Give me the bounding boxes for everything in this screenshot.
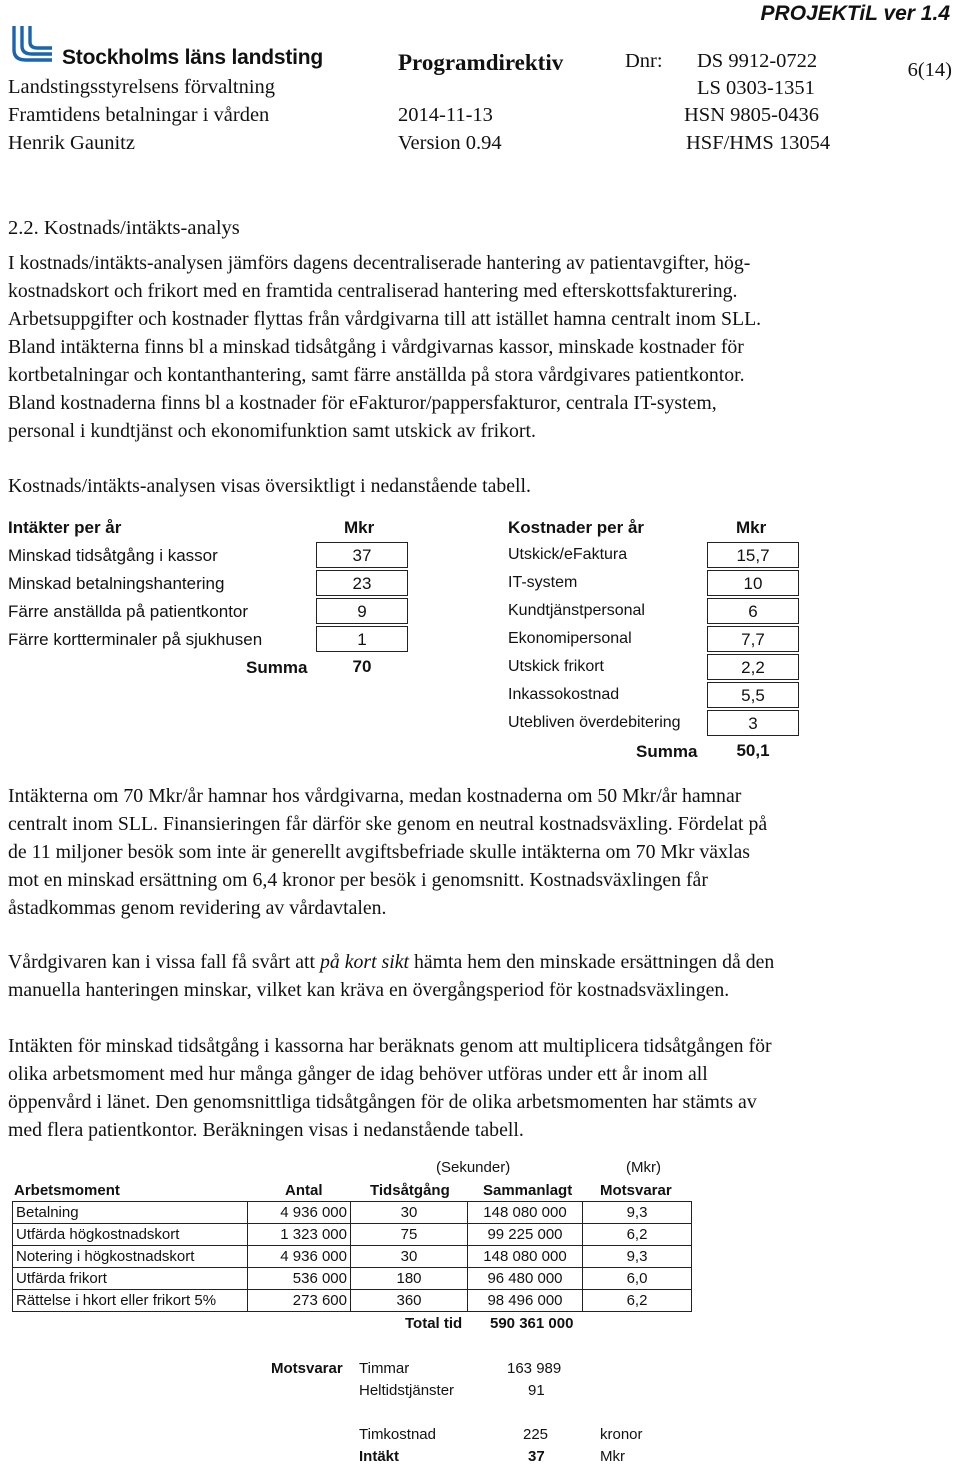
text-line: personal i kundtjänst och ekonomifunktion samt utskick av frikort. (8, 420, 536, 442)
cell: 6,2 (583, 1224, 692, 1246)
text-line: de 11 miljoner besök som inte är generellt avgiftsbefriade skulle intäkterna om 70 Mkr växlas (8, 841, 750, 863)
intakt-label: Intäkt (359, 1448, 400, 1465)
cost-row-label: Ekonomipersonal (508, 630, 632, 647)
text-line: med flera patientkontor. Beräkningen visas i nedanstående tabell. (8, 1119, 524, 1141)
timmar-value: 163 989 (507, 1360, 562, 1377)
cell: 75 (351, 1224, 468, 1246)
table-row (13, 1268, 692, 1290)
paragraph-calculation (8, 1032, 953, 1144)
cost-row-value: 7,7 (707, 626, 799, 652)
cell: 30 (351, 1246, 468, 1268)
total-value: 590 361 000 (490, 1315, 574, 1332)
cell: Utfärda frikort (13, 1268, 248, 1290)
cell: 1 323 000 (248, 1224, 351, 1246)
cell: 536 000 (248, 1268, 351, 1290)
cost-row-value: 3 (707, 710, 799, 736)
income-row-value: 1 (316, 626, 408, 652)
author: Henrik Gaunitz (8, 132, 135, 154)
col-header-sammanlagt: Sammanlagt (483, 1182, 573, 1199)
cell: Betalning (13, 1202, 248, 1224)
cost-row-label: IT-system (508, 574, 578, 591)
cell: 9,3 (583, 1246, 692, 1268)
cell: 98 496 000 (468, 1290, 583, 1312)
cell: 30 (351, 1202, 468, 1224)
text-line: olika arbetsmoment med hur många gånger de idag behöver utföras under ett år inom all (8, 1063, 708, 1085)
org-line-1: Landstingsstyrelsens förvaltning (8, 76, 276, 98)
doc-version: Version 0.94 (398, 132, 502, 154)
dnr-label: Dnr: (625, 50, 663, 72)
col-header-motsvarar: Motsvarar (600, 1182, 672, 1199)
cell: 360 (351, 1290, 468, 1312)
text-line: centralt inom SLL. Finansieringen får därför ske genom en neutral kostnadsväxling. Fördelat på (8, 813, 768, 835)
cost-row-value: 2,2 (707, 654, 799, 680)
intakt-value: 37 (528, 1448, 545, 1465)
paragraph-financing (8, 782, 953, 922)
cost-row-label: Utskick/eFaktura (508, 546, 628, 563)
heltid-value: 91 (528, 1382, 545, 1399)
col-header-arbetsmoment: Arbetsmoment (14, 1182, 120, 1199)
income-row-label: Minskad betalningshantering (8, 574, 225, 593)
cell: 99 225 000 (468, 1224, 583, 1246)
org-line-2: Framtidens betalningar i vården (8, 104, 270, 126)
text-line: öppenvård i länet. Den genomsnittliga tidsåtgången för de olika arbetsmomenten har stämts av (8, 1091, 757, 1113)
page-number: 6(14) (907, 59, 952, 81)
cell: 180 (351, 1268, 468, 1290)
dnr-2: LS 0303-1351 (697, 77, 815, 99)
intakt-unit: Mkr (600, 1448, 625, 1465)
timkostnad-unit: kronor (600, 1426, 643, 1443)
cost-sum-value: 50,1 (736, 741, 770, 760)
text-line: Intäkten för minskad tidsåtgång i kassorna har beräknats genom att multiplicera tidsåtgången för (8, 1035, 772, 1057)
table-row (13, 1246, 692, 1268)
income-row-label: Färre anställda på patientkontor (8, 602, 249, 621)
paragraph-table-intro: Kostnads/intäkts-analysen visas översiktligt i nedanstående tabell. (8, 475, 531, 497)
cell: Notering i högkostnadskort (13, 1246, 248, 1268)
cell: 273 600 (248, 1290, 351, 1312)
paragraph-transition (8, 948, 953, 1004)
income-row-label: Färre kortterminaler på sjukhusen (8, 630, 263, 649)
doc-type: Programdirektiv (398, 50, 564, 75)
cost-row-value: 6 (707, 598, 799, 624)
text-line: åstadkommas genom revidering av vårdavtalen. (8, 897, 387, 919)
text-line: manuella hanteringen minskar, vilket kan kräva en övergångsperiod för kostnadsväxlingen. (8, 979, 730, 1001)
col-header-tidsatgang: Tidsåtgång (370, 1182, 450, 1199)
text-line: kostnadskort och frikort med en framtida centraliserad hantering med efterskottsfakturering. (8, 280, 738, 302)
emphasis-text: på kort sikt (320, 951, 410, 973)
income-row-value: 37 (316, 542, 408, 568)
table-row (13, 1224, 692, 1246)
project-version: PROJEKTiL ver 1.4 (760, 2, 950, 25)
paragraph-intro (8, 249, 953, 445)
cell: 148 080 000 (468, 1246, 583, 1268)
text-line: Bland intäkterna finns bl a minskad tidsåtgång i vårdgivarnas kassor, minskade kostnader för (8, 336, 744, 358)
cell: 9,3 (583, 1202, 692, 1224)
income-header-label: Intäkter per år (8, 518, 122, 537)
motsvarar-label: Motsvarar (271, 1360, 343, 1377)
text-span: hämta hem den minskade ersättningen då den (409, 951, 775, 973)
cost-sum-label: Summa (636, 742, 698, 761)
text-line: Intäkterna om 70 Mkr/år hamnar hos vårdgivarna, medan kostnaderna om 50 Mkr/år hamnar (8, 785, 742, 807)
cell: 6,0 (583, 1268, 692, 1290)
income-row-value: 23 (316, 570, 408, 596)
cell: 6,2 (583, 1290, 692, 1312)
cell: 96 480 000 (468, 1268, 583, 1290)
unit-seconds: (Sekunder) (436, 1159, 511, 1176)
dnr-1: DS 9912-0722 (697, 50, 818, 72)
cost-header-unit: Mkr (736, 518, 767, 537)
text-line: kortbetalningar och kontanthantering, samt färre anställda på stora vårdgivares patientkontor. (8, 364, 745, 386)
cost-row-label: Utskick frikort (508, 658, 604, 675)
sll-logo-icon (8, 22, 58, 68)
cell: Utfärda högkostnadskort (13, 1224, 248, 1246)
calc-table (12, 1201, 692, 1312)
col-header-antal: Antal (285, 1182, 323, 1199)
cost-row-value: 10 (707, 570, 799, 596)
cost-header-label: Kostnader per år (508, 518, 645, 537)
text-line: I kostnads/intäkts-analysen jämförs dagens decentraliserade hantering av patientavgifter, hög- (8, 252, 751, 274)
cost-row-value: 5,5 (707, 682, 799, 708)
income-row-value: 9 (316, 598, 408, 624)
dnr-3: HSN 9805-0436 (684, 104, 819, 126)
income-sum-value: 70 (352, 657, 372, 676)
cell: Rättelse i hkort eller frikort 5% (13, 1290, 248, 1312)
income-row-label: Minskad tidsåtgång i kassor (8, 546, 218, 565)
cell: 148 080 000 (468, 1202, 583, 1224)
text-span: Vårdgivaren kan i vissa fall få svårt att (8, 951, 320, 973)
income-sum-label: Summa (246, 658, 308, 677)
cost-row-label: Inkassokostnad (508, 686, 620, 703)
heltid-label: Heltidstjänster (359, 1382, 455, 1399)
timkostnad-label: Timkostnad (359, 1426, 436, 1443)
text-line: Arbetsuppgifter och kostnader flyttas från vårdgivarna till att istället hamna centralt inom SLL. (8, 308, 762, 330)
cell: 4 936 000 (248, 1246, 351, 1268)
dnr-4: HSF/HMS 13054 (686, 132, 831, 154)
timmar-label: Timmar (359, 1360, 410, 1377)
cost-row-label: Kundtjänstpersonal (508, 602, 645, 619)
doc-date: 2014-11-13 (398, 104, 493, 126)
section-heading: 2.2. Kostnads/intäkts-analys (8, 217, 240, 239)
text-line: Bland kostnaderna finns bl a kostnader för eFakturor/pappersfakturor, centrala IT-system, (8, 392, 717, 414)
total-label: Total tid (405, 1315, 463, 1332)
unit-mkr: (Mkr) (626, 1159, 661, 1176)
table-row (13, 1290, 692, 1312)
cost-row-value: 15,7 (707, 542, 799, 568)
org-name: Stockholms läns landsting (62, 46, 324, 69)
text-line: mot en minskad ersättning om 6,4 kronor per besök i genomsnitt. Kostnadsväxlingen får (8, 869, 708, 891)
cell: 4 936 000 (248, 1202, 351, 1224)
table-row (13, 1202, 692, 1224)
timkostnad-value: 225 (523, 1426, 549, 1443)
income-header-unit: Mkr (344, 518, 375, 537)
cost-row-label: Utebliven överdebitering (508, 714, 681, 731)
